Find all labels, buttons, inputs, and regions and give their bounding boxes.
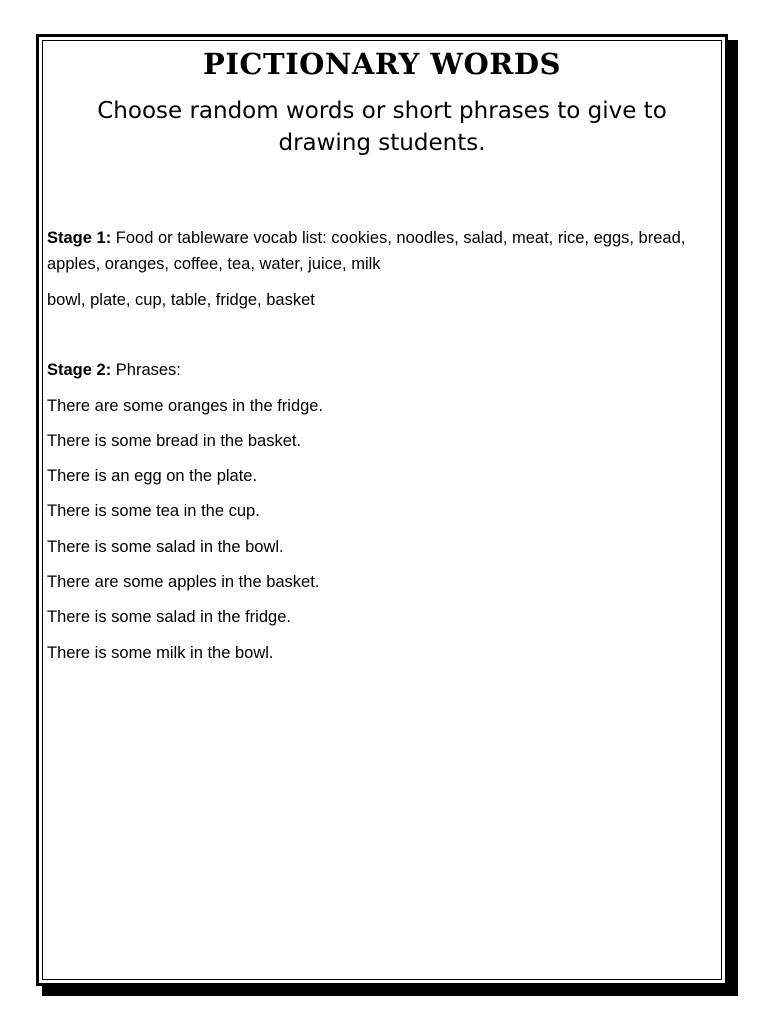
phrase-line: There is some tea in the cup. bbox=[47, 502, 260, 520]
phrase-line: There is some salad in the fridge. bbox=[47, 608, 291, 626]
stage-1-text: Food or tableware vocab list: cookies, noodles, salad, meat, rice, eggs, bread, apples, oranges, coffee, tea, water, juice, milk bbox=[47, 229, 686, 273]
stage-1-tableware-line: bowl, plate, cup, table, fridge, basket bbox=[47, 291, 315, 309]
stage-1-paragraph bbox=[47, 225, 713, 277]
phrase-line: There is some bread in the basket. bbox=[47, 432, 302, 450]
stage-2-label: Stage 2: bbox=[47, 361, 112, 379]
worksheet-page bbox=[36, 34, 728, 986]
phrase-line: There are some apples in the basket. bbox=[47, 573, 320, 591]
stage-2-text: Phrases: bbox=[111, 361, 181, 379]
phrase-line: There is some salad in the bowl. bbox=[47, 538, 284, 556]
phrase-line: There is some milk in the bowl. bbox=[47, 644, 274, 662]
page-title: PICTIONARY WORDS bbox=[203, 47, 561, 81]
phrase-line: There is an egg on the plate. bbox=[47, 467, 258, 485]
stage-1-label: Stage 1: bbox=[47, 229, 112, 247]
page-subtitle: Choose random words or short phrases to give to drawing students. bbox=[97, 98, 667, 156]
phrase-line: There are some oranges in the fridge. bbox=[47, 397, 324, 415]
stage-2-heading bbox=[47, 357, 713, 383]
